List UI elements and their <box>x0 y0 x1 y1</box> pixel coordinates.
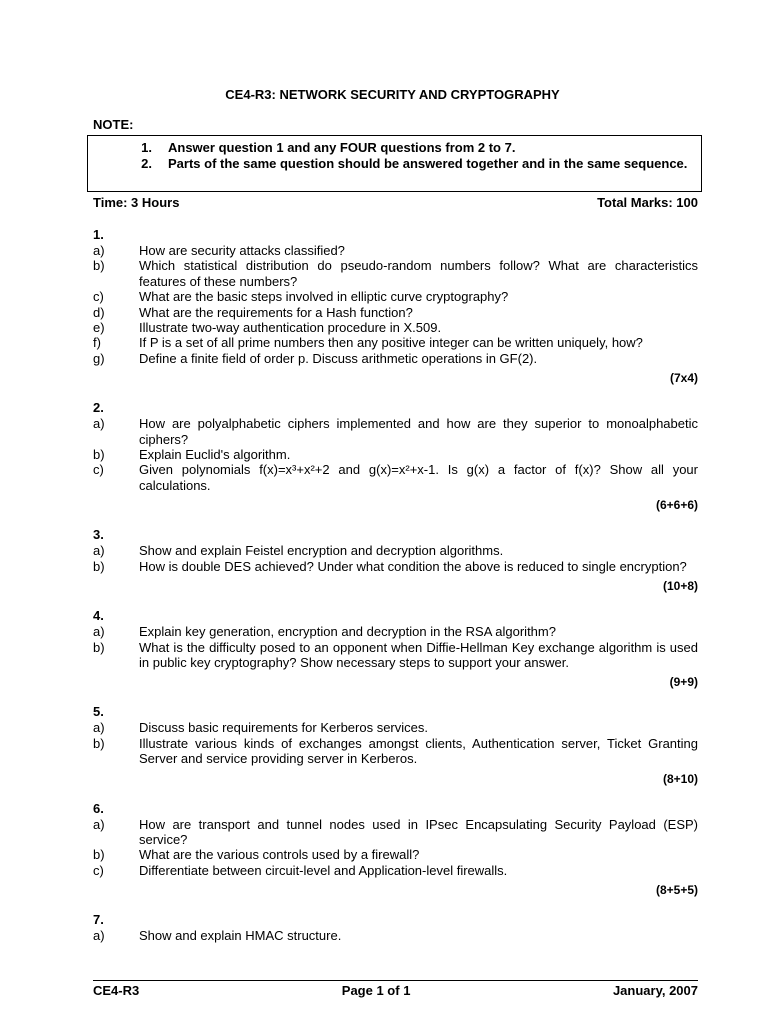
question-part <box>93 863 698 878</box>
note-item-text: Parts of the same question should be answered together and in the same sequence. <box>168 156 688 171</box>
note-item-number: 1. <box>141 140 152 155</box>
question <box>93 704 698 786</box>
question-number: 4. <box>93 608 104 624</box>
question-part <box>93 817 698 848</box>
question-part-text: Define a finite field of order p. Discuss arithmetic operations in GF(2). <box>139 350 538 366</box>
question-number: 1. <box>93 227 104 242</box>
question-part-label: a) <box>93 816 105 832</box>
question-part-label: c) <box>93 289 104 305</box>
note-item <box>88 156 693 172</box>
question-part <box>93 462 698 493</box>
question-part <box>93 720 698 735</box>
question-part <box>93 289 698 304</box>
note-label: NOTE: <box>93 117 134 132</box>
question-part-text: How is double DES achieved? Under what condition the above is reduced to single encryption? <box>139 558 687 574</box>
question-part <box>93 416 698 447</box>
question-part-text: Differentiate between circuit-level and Application-level firewalls. <box>139 862 508 878</box>
question-part-text: How are transport and tunnel nodes used in IPsec Encapsulating Security Payload (ESP) service? <box>139 816 698 847</box>
question-part-label: b) <box>93 735 105 751</box>
question-part <box>93 928 698 943</box>
question-number: 5. <box>93 704 104 720</box>
question-part-label: a) <box>93 543 105 559</box>
question-part-text: Illustrate various kinds of exchanges amongst clients, Authentication server, Ticket Granting Server and service providing server in Kerberos. <box>139 735 698 767</box>
question-number: 2. <box>93 400 104 416</box>
question-part <box>93 847 698 862</box>
question-part-text: If P is a set of all prime numbers then any positive integer can be written uniquely, how? <box>139 335 643 351</box>
question-part <box>93 351 698 366</box>
total-marks: Total Marks: 100 <box>597 195 698 210</box>
question-part <box>93 559 698 574</box>
question-part <box>93 640 698 671</box>
question-part-text: How are security attacks classified? <box>139 243 345 258</box>
question-part-text: What is the difficulty posed to an opponent when Diffie-Hellman Key exchange algorithm is used in public key cryptography? Show necessary steps to support your answer. <box>139 639 698 670</box>
question-part-text: Given polynomials f(x)=x³+x²+2 and g(x)=x²+x-1. Is g(x) a factor of f(x)? Show all your calculations. <box>139 462 698 493</box>
exam-page <box>87 0 698 1024</box>
question-part-text: Discuss basic requirements for Kerberos services. <box>139 720 428 736</box>
note-item-number: 2. <box>141 156 152 171</box>
footer-date: January, 2007 <box>612 983 698 998</box>
footer-paper-code: CE4-R3 <box>93 983 140 998</box>
question-part-label: c) <box>93 862 104 878</box>
question-part-label: b) <box>93 847 105 863</box>
question-part-text: Illustrate two-way authentication procedure in X.509. <box>139 320 442 336</box>
question <box>93 400 698 513</box>
question-part-text: What are the requirements for a Hash function? <box>139 304 413 320</box>
question <box>93 527 698 594</box>
note-item <box>88 140 693 156</box>
question-part-label: b) <box>93 447 105 463</box>
question-marks: (7x4) <box>669 371 698 386</box>
footer-divider <box>93 980 698 981</box>
question-part <box>93 305 698 320</box>
question-part-label: b) <box>93 558 105 574</box>
question-part <box>93 624 698 639</box>
question-part-label: e) <box>93 320 105 336</box>
question-part-label: c) <box>93 462 104 478</box>
question-part-text: Show and explain HMAC structure. <box>139 928 342 944</box>
question-marks: (8+10) <box>662 771 698 786</box>
question-number: 7. <box>93 912 104 928</box>
question-part <box>93 258 698 289</box>
note-box <box>87 135 702 192</box>
question-number: 3. <box>93 527 104 543</box>
question-part-text: Which statistical distribution do pseudo-random numbers follow? What are characteristics features of these numbers? <box>139 258 698 289</box>
question-part <box>93 543 698 558</box>
exam-duration: Time: 3 Hours <box>93 195 180 210</box>
question-part-label: g) <box>93 350 105 366</box>
question-part-text: How are polyalphabetic ciphers implemented and how are they superior to monoalphabetic ciphers? <box>139 416 698 447</box>
time-marks-row <box>93 195 698 210</box>
question-number: 6. <box>93 800 104 816</box>
question-part-label: b) <box>93 258 105 274</box>
question-part <box>93 736 698 767</box>
question-part-text: Explain key generation, encryption and decryption in the RSA algorithm? <box>139 624 556 640</box>
question-marks: (6+6+6) <box>655 498 698 513</box>
question-part-label: d) <box>93 304 105 320</box>
question-part-text: Show and explain Feistel encryption and decryption algorithms. <box>139 543 504 559</box>
footer <box>93 983 698 998</box>
question <box>93 912 698 943</box>
question <box>93 801 698 899</box>
question-part-text: What are the various controls used by a firewall? <box>139 847 420 863</box>
question-part-text: Explain Euclid's algorithm. <box>139 447 291 463</box>
questions-list <box>93 227 698 958</box>
question-part-label: a) <box>93 624 105 640</box>
question <box>93 608 698 690</box>
question-marks: (9+9) <box>669 675 698 690</box>
note-item-text: Answer question 1 and any FOUR questions from 2 to 7. <box>168 140 516 155</box>
question-marks: (10+8) <box>662 579 698 594</box>
question-part-label: a) <box>93 416 105 432</box>
question-part-label: a) <box>93 243 105 258</box>
question-part <box>93 243 698 258</box>
page-title: CE4-R3: NETWORK SECURITY AND CRYPTOGRAPHY <box>225 87 560 102</box>
question-part-label: a) <box>93 928 105 944</box>
question-part-label: f) <box>93 335 101 351</box>
question-part-label: b) <box>93 639 105 655</box>
question-part-text: What are the basic steps involved in elliptic curve cryptography? <box>139 289 509 305</box>
question-part <box>93 320 698 335</box>
question-part <box>93 447 698 462</box>
footer-page-number: Page 1 of 1 <box>341 983 411 998</box>
question-part <box>93 335 698 350</box>
question-marks: (8+5+5) <box>655 883 698 898</box>
question <box>93 227 698 386</box>
question-part-label: a) <box>93 720 105 736</box>
